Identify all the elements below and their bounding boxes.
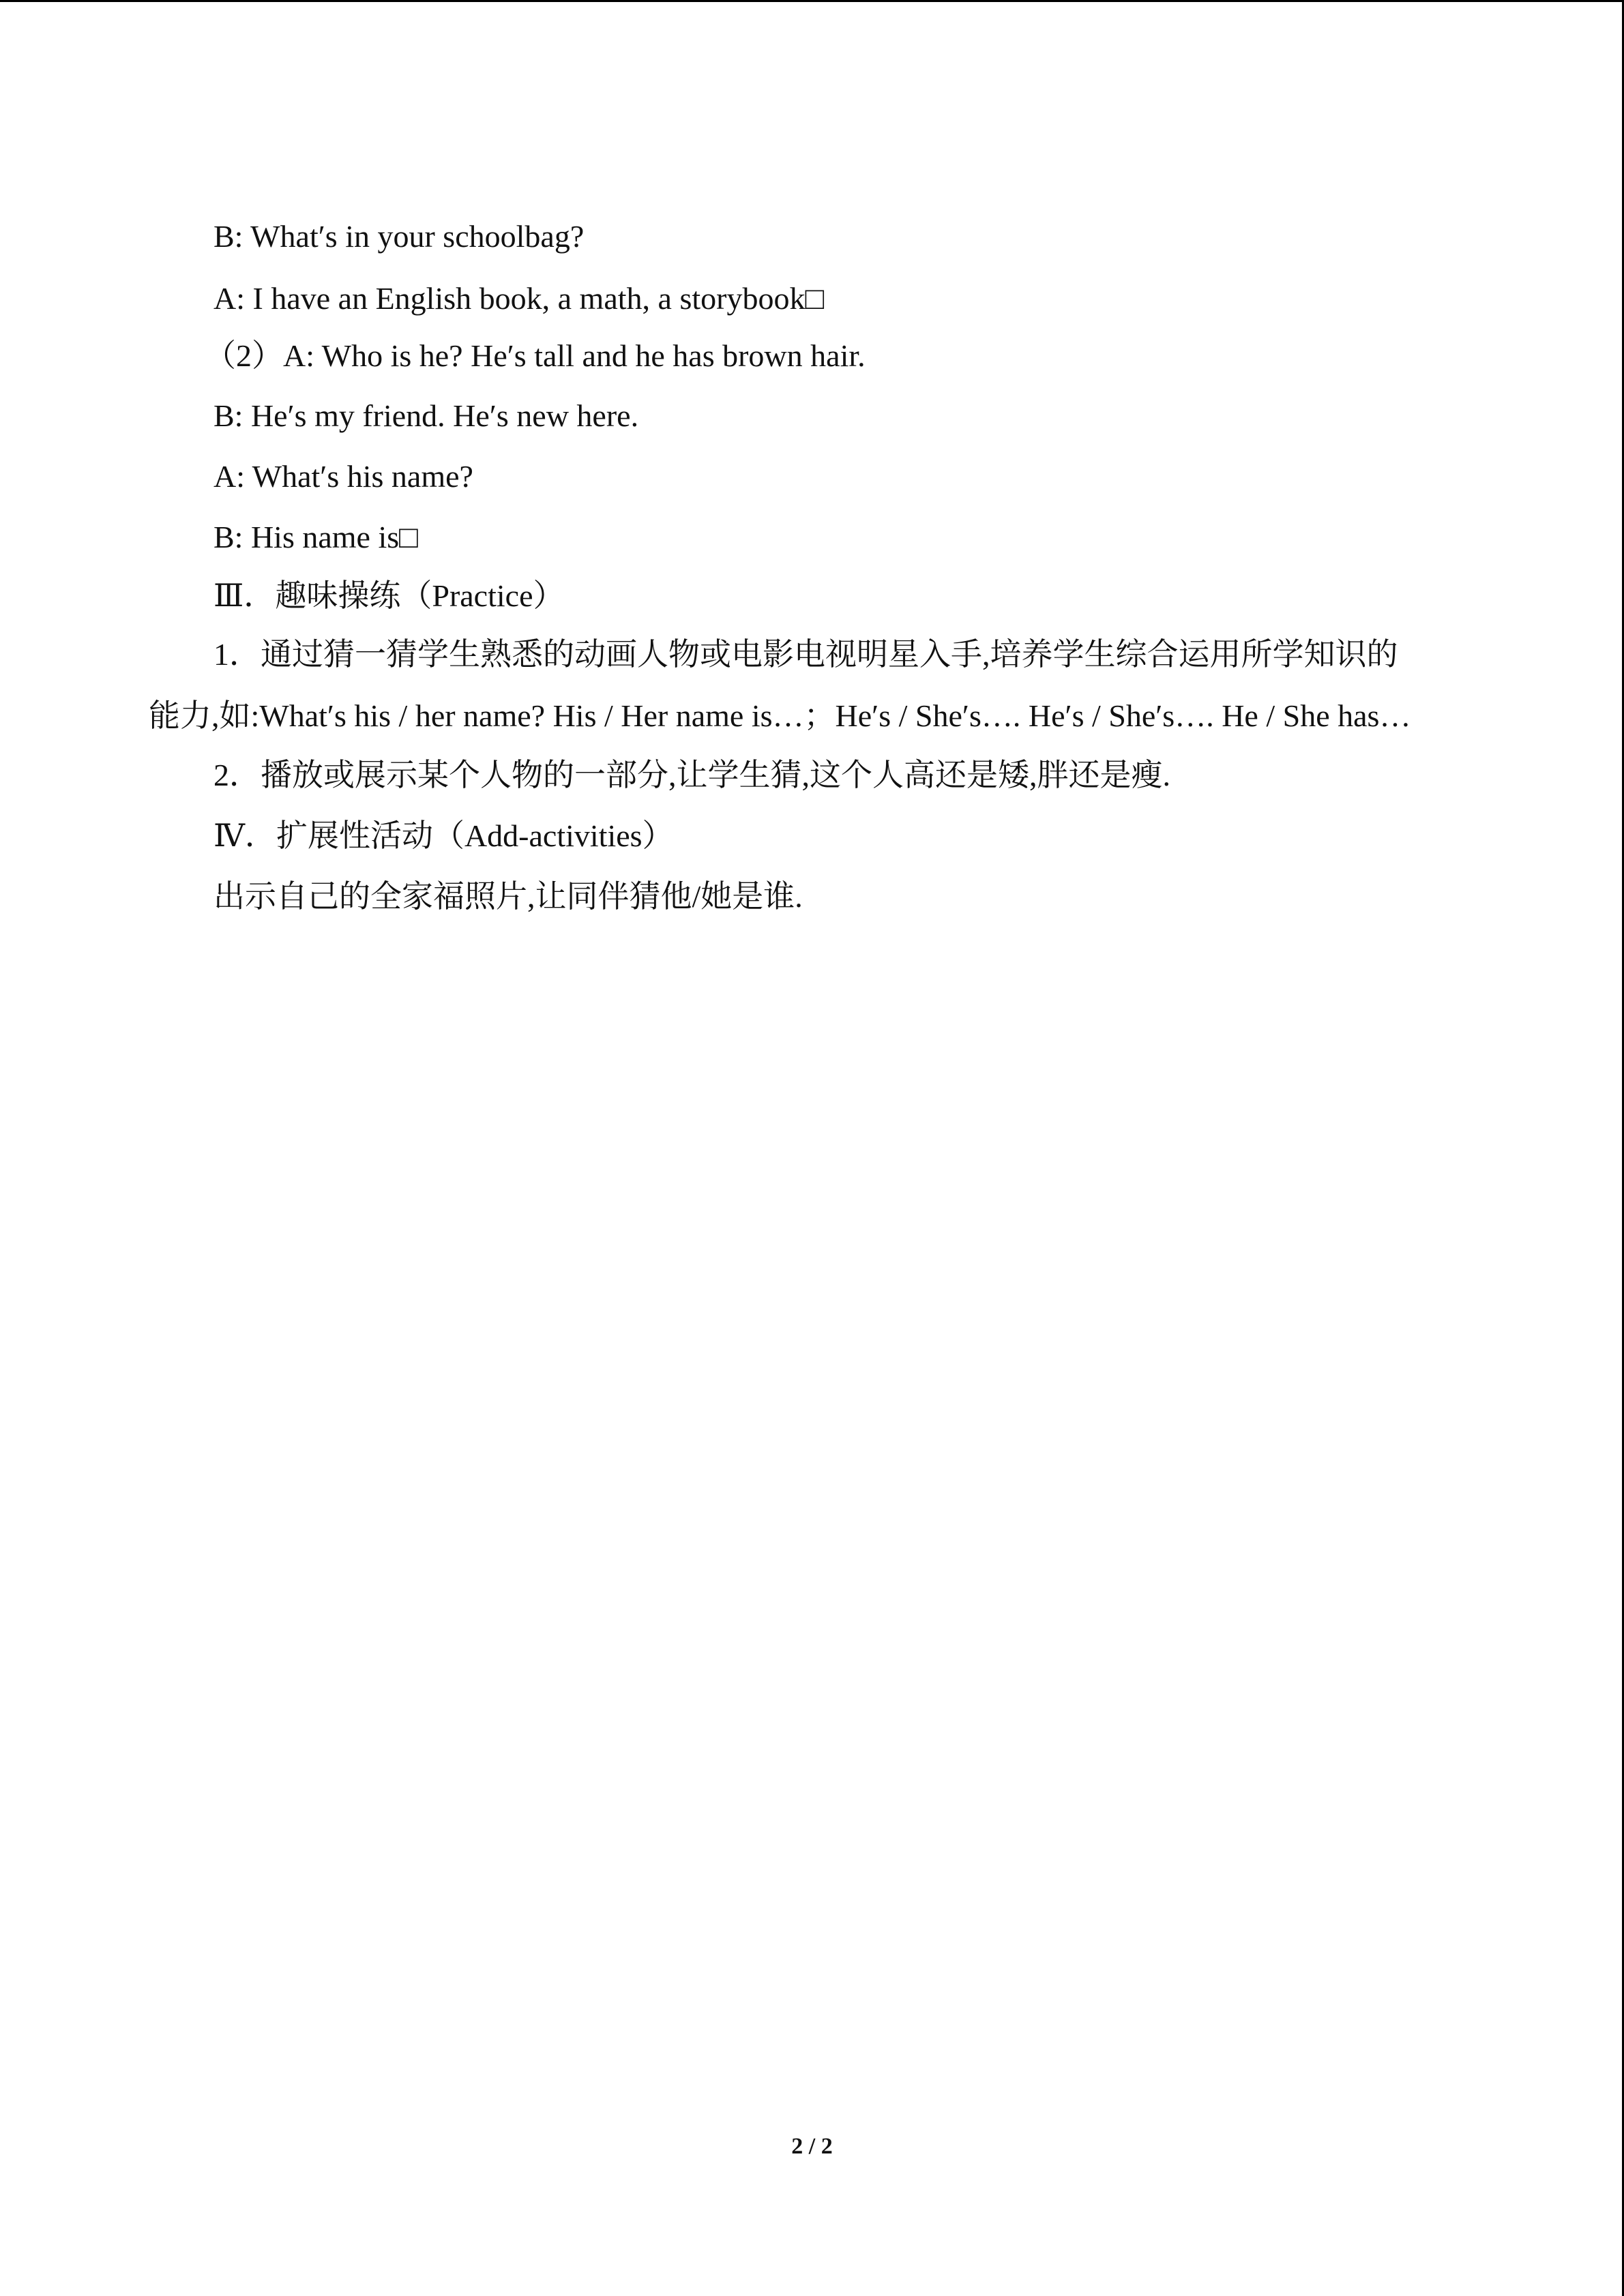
page-number: 2 / 2	[791, 2134, 833, 2159]
dialogue-line-b-schoolbag: B: What′s in your schoolbag?	[213, 219, 585, 254]
practice-item-1-line-1: 1．通过猜一猜学生熟悉的动画人物或电影电视明星入手,培养学生综合运用所学知识的	[213, 637, 1398, 672]
dialogue-line-a-books: A: I have an English book, a math, a storybook□	[213, 281, 825, 316]
add-activity-text: 出示自己的全家福照片,让同伴猜他/她是谁.	[213, 879, 803, 914]
section-heading-practice: Ⅲ．趣味操练（Practice）	[213, 578, 565, 613]
practice-item-1-line-2: 能力,如:What′s his / her name? His / Her name is…；He′s / She′s…. He′s / She′s…. He / She has…	[149, 698, 1411, 733]
dialogue-line-a-name: A: What′s his name?	[213, 459, 473, 494]
practice-item-2: 2．播放或展示某个人物的一部分,让学生猜,这个人高还是矮,胖还是瘦.	[213, 758, 1170, 792]
dialogue-line-b-friend: B: He′s my friend. He′s new here.	[213, 398, 639, 433]
section-heading-add-activities: Ⅳ．扩展性活动（Add-activities）	[213, 818, 674, 853]
dialogue-line-a-who: （2）A: Who is he? He′s tall and he has brown hair.	[205, 338, 866, 373]
dialogue-line-b-name: B: His name is□	[213, 520, 418, 554]
